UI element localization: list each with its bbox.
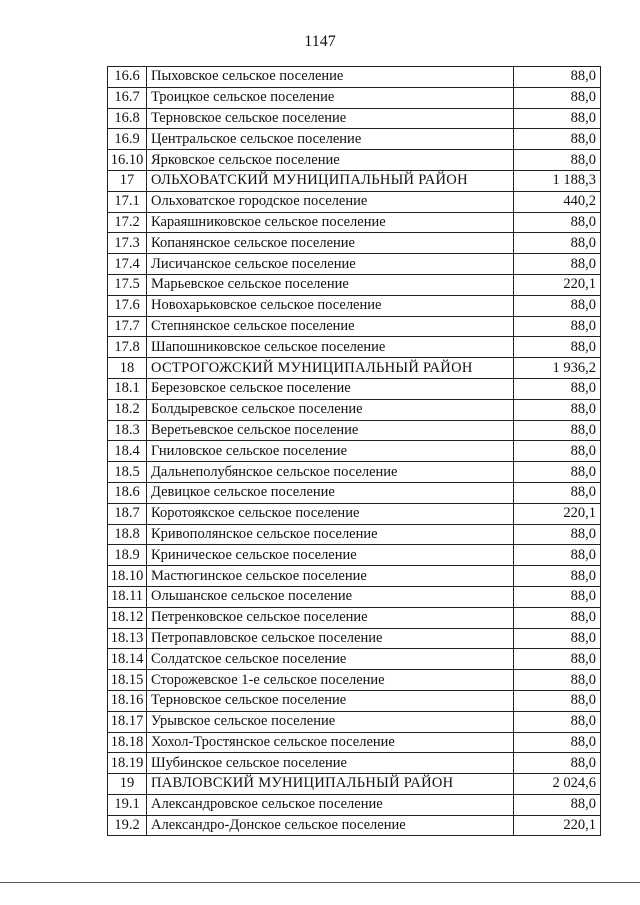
- row-value-cell: 220,1: [514, 503, 601, 524]
- row-value-cell: 88,0: [514, 441, 601, 462]
- row-number-cell: 18.7: [108, 503, 147, 524]
- table-row: [108, 503, 601, 524]
- row-name-cell: Девицкое сельское поселение: [147, 482, 514, 503]
- table-row: [108, 233, 601, 254]
- row-value-cell: 88,0: [514, 607, 601, 628]
- row-value-cell: 88,0: [514, 482, 601, 503]
- page-number: 1147: [304, 33, 336, 50]
- row-value-cell: 88,0: [514, 337, 601, 358]
- row-name-cell: Терновское сельское поселение: [147, 690, 514, 711]
- row-name-cell: Шапошниковское сельское поселение: [147, 337, 514, 358]
- row-value-cell: 88,0: [514, 670, 601, 691]
- row-name-cell: Степнянское сельское поселение: [147, 316, 514, 337]
- row-value-cell: 88,0: [514, 87, 601, 108]
- row-name-cell: Терновское сельское поселение: [147, 108, 514, 129]
- row-number-cell: 18.17: [108, 711, 147, 732]
- table-row: [108, 378, 601, 399]
- row-number-cell: 16.8: [108, 108, 147, 129]
- table-row: [108, 129, 601, 150]
- row-value-cell: 1 188,3: [514, 170, 601, 191]
- row-name-cell: Гниловское сельское поселение: [147, 441, 514, 462]
- table-row: [108, 482, 601, 503]
- table-row: [108, 337, 601, 358]
- row-name-cell: Ярковское сельское поселение: [147, 150, 514, 171]
- row-value-cell: 88,0: [514, 108, 601, 129]
- row-number-cell: 18.19: [108, 753, 147, 774]
- row-number-cell: 17.7: [108, 316, 147, 337]
- row-value-cell: 88,0: [514, 711, 601, 732]
- row-number-cell: 18.16: [108, 690, 147, 711]
- district-row: [108, 358, 601, 379]
- row-value-cell: 88,0: [514, 316, 601, 337]
- row-value-cell: 88,0: [514, 794, 601, 815]
- row-number-cell: 18.11: [108, 586, 147, 607]
- row-value-cell: 220,1: [514, 274, 601, 295]
- table-row: [108, 420, 601, 441]
- row-number-cell: 17.4: [108, 254, 147, 275]
- row-number-cell: 18.2: [108, 399, 147, 420]
- row-name-cell: Дальнеполубянское сельское поселение: [147, 462, 514, 483]
- row-number-cell: 18.13: [108, 628, 147, 649]
- row-name-cell: Мастюгинское сельское поселение: [147, 566, 514, 587]
- row-value-cell: 88,0: [514, 690, 601, 711]
- row-name-cell: Марьевское сельское поселение: [147, 274, 514, 295]
- row-name-cell: Криническое сельское поселение: [147, 545, 514, 566]
- row-number-cell: 17: [108, 170, 147, 191]
- table-row: [108, 566, 601, 587]
- table-body: [108, 67, 601, 836]
- row-name-cell: Новохарьковское сельское поселение: [147, 295, 514, 316]
- row-value-cell: 88,0: [514, 150, 601, 171]
- row-value-cell: 220,1: [514, 815, 601, 836]
- bottom-divider: [0, 882, 640, 883]
- row-name-cell: Копанянское сельское поселение: [147, 233, 514, 254]
- table-row: [108, 191, 601, 212]
- row-name-cell: Хохол-Тростянское сельское поселение: [147, 732, 514, 753]
- row-name-cell: Кривополянское сельское поселение: [147, 524, 514, 545]
- row-value-cell: 88,0: [514, 212, 601, 233]
- row-name-cell: Александровское сельское поселение: [147, 794, 514, 815]
- row-number-cell: 19: [108, 774, 147, 795]
- row-name-cell: ПАВЛОВСКИЙ МУНИЦИПАЛЬНЫЙ РАЙОН: [147, 774, 514, 795]
- row-name-cell: Солдатское сельское поселение: [147, 649, 514, 670]
- table-row: [108, 753, 601, 774]
- district-row: [108, 170, 601, 191]
- row-name-cell: Шубинское сельское поселение: [147, 753, 514, 774]
- row-value-cell: 88,0: [514, 566, 601, 587]
- row-number-cell: 16.10: [108, 150, 147, 171]
- row-number-cell: 17.3: [108, 233, 147, 254]
- table-row: [108, 316, 601, 337]
- row-value-cell: 1 936,2: [514, 358, 601, 379]
- row-number-cell: 17.6: [108, 295, 147, 316]
- table-row: [108, 711, 601, 732]
- row-name-cell: Сторожевское 1-е сельское поселение: [147, 670, 514, 691]
- table-row: [108, 67, 601, 88]
- table-row: [108, 690, 601, 711]
- row-value-cell: 88,0: [514, 524, 601, 545]
- row-name-cell: ОСТРОГОЖСКИЙ МУНИЦИПАЛЬНЫЙ РАЙОН: [147, 358, 514, 379]
- row-number-cell: 18.15: [108, 670, 147, 691]
- row-value-cell: 88,0: [514, 295, 601, 316]
- table-row: [108, 150, 601, 171]
- row-number-cell: 17.2: [108, 212, 147, 233]
- table-row: [108, 212, 601, 233]
- row-number-cell: 17.8: [108, 337, 147, 358]
- row-name-cell: Урывское сельское поселение: [147, 711, 514, 732]
- row-value-cell: 88,0: [514, 586, 601, 607]
- row-number-cell: 18.8: [108, 524, 147, 545]
- row-name-cell: Центральское сельское поселение: [147, 129, 514, 150]
- table-row: [108, 545, 601, 566]
- row-name-cell: Александро-Донское сельское поселение: [147, 815, 514, 836]
- row-number-cell: 19.1: [108, 794, 147, 815]
- table-row: [108, 607, 601, 628]
- row-number-cell: 18.10: [108, 566, 147, 587]
- row-number-cell: 17.5: [108, 274, 147, 295]
- table-row: [108, 254, 601, 275]
- table-row: [108, 524, 601, 545]
- row-value-cell: 88,0: [514, 649, 601, 670]
- row-number-cell: 19.2: [108, 815, 147, 836]
- row-number-cell: 17.1: [108, 191, 147, 212]
- table-row: [108, 794, 601, 815]
- row-name-cell: Болдыревское сельское поселение: [147, 399, 514, 420]
- row-number-cell: 18.5: [108, 462, 147, 483]
- row-value-cell: 88,0: [514, 67, 601, 88]
- row-name-cell: Коротоякское сельское поселение: [147, 503, 514, 524]
- row-name-cell: Лисичанское сельское поселение: [147, 254, 514, 275]
- row-name-cell: Петренковское сельское поселение: [147, 607, 514, 628]
- row-name-cell: Петропавловское сельское поселение: [147, 628, 514, 649]
- row-value-cell: 440,2: [514, 191, 601, 212]
- table-row: [108, 108, 601, 129]
- row-value-cell: 88,0: [514, 399, 601, 420]
- row-value-cell: 88,0: [514, 254, 601, 275]
- row-name-cell: Ольховатское городское поселение: [147, 191, 514, 212]
- row-name-cell: Пыховское сельское поселение: [147, 67, 514, 88]
- row-number-cell: 18.18: [108, 732, 147, 753]
- row-number-cell: 16.6: [108, 67, 147, 88]
- table-row: [108, 670, 601, 691]
- row-name-cell: ОЛЬХОВАТСКИЙ МУНИЦИПАЛЬНЫЙ РАЙОН: [147, 170, 514, 191]
- row-value-cell: 88,0: [514, 378, 601, 399]
- row-number-cell: 16.9: [108, 129, 147, 150]
- row-value-cell: 2 024,6: [514, 774, 601, 795]
- table-row: [108, 815, 601, 836]
- row-number-cell: 18.1: [108, 378, 147, 399]
- table-row: [108, 462, 601, 483]
- budget-table: [107, 66, 601, 836]
- row-name-cell: Ольшанское сельское поселение: [147, 586, 514, 607]
- row-value-cell: 88,0: [514, 732, 601, 753]
- row-value-cell: 88,0: [514, 462, 601, 483]
- row-number-cell: 18.12: [108, 607, 147, 628]
- row-value-cell: 88,0: [514, 420, 601, 441]
- row-value-cell: 88,0: [514, 753, 601, 774]
- table-row: [108, 441, 601, 462]
- table-row: [108, 87, 601, 108]
- row-number-cell: 18.4: [108, 441, 147, 462]
- row-number-cell: 18.14: [108, 649, 147, 670]
- row-value-cell: 88,0: [514, 628, 601, 649]
- row-value-cell: 88,0: [514, 129, 601, 150]
- table-row: [108, 274, 601, 295]
- table-row: [108, 628, 601, 649]
- row-number-cell: 16.7: [108, 87, 147, 108]
- row-value-cell: 88,0: [514, 233, 601, 254]
- table-row: [108, 399, 601, 420]
- row-number-cell: 18.6: [108, 482, 147, 503]
- row-name-cell: Веретьевское сельское поселение: [147, 420, 514, 441]
- table-row: [108, 586, 601, 607]
- row-name-cell: Караяшниковское сельское поселение: [147, 212, 514, 233]
- row-number-cell: 18: [108, 358, 147, 379]
- row-number-cell: 18.3: [108, 420, 147, 441]
- row-value-cell: 88,0: [514, 545, 601, 566]
- district-row: [108, 774, 601, 795]
- table-row: [108, 295, 601, 316]
- table-row: [108, 649, 601, 670]
- row-number-cell: 18.9: [108, 545, 147, 566]
- row-name-cell: Троицкое сельское поселение: [147, 87, 514, 108]
- row-name-cell: Березовское сельское поселение: [147, 378, 514, 399]
- table-row: [108, 732, 601, 753]
